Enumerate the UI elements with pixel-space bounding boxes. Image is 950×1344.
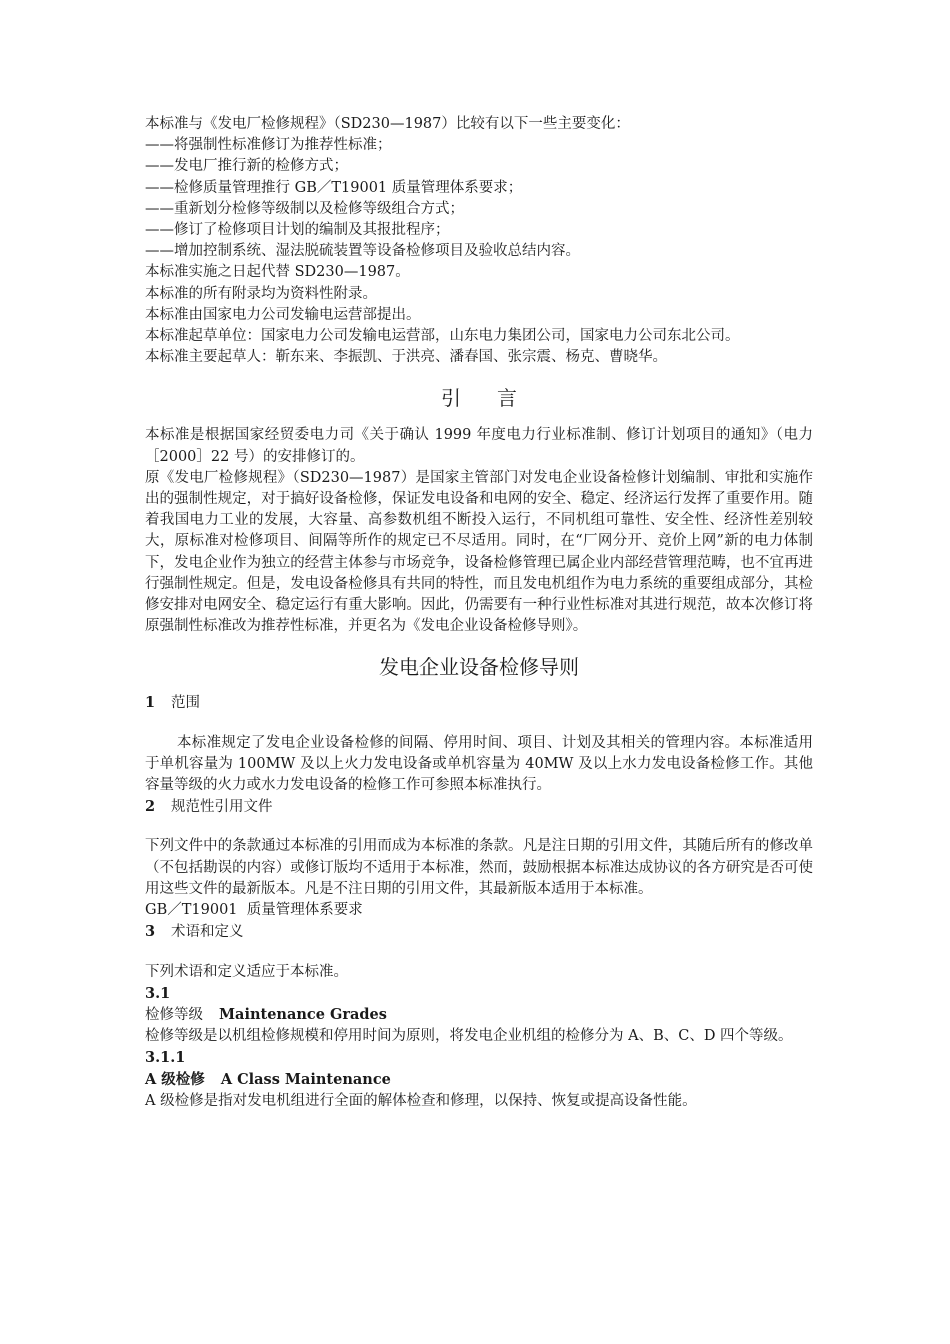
section-label: 规范性引用文件 — [171, 799, 273, 816]
foreword-line: ——发电厂推行新的检修方式； — [145, 158, 348, 175]
section-heading — [145, 796, 813, 818]
section-number: 1 — [145, 694, 156, 712]
term-heading — [145, 1069, 813, 1091]
term-definition: 检修等级是以机组检修规模和停用时间为原则，将发电企业机组的检修分为 A、B、C、D 四个等级。 — [145, 1028, 793, 1045]
reference-item: GB／T19001 质量管理体系要求 — [145, 902, 363, 919]
foreword-line: ——检修质量管理推行 GB／T19001 质量管理体系要求； — [145, 179, 523, 196]
section-paragraph: 本标准规定了发电企业设备检修的间隔、停用时间、项目、计划及其相关的管理内容。本标准适用于单机容量为 100MW 及以上火力发电设备或单机容量为 40MW 及以上水力发电设备检修工作。其他容量等级的火力或水力发电设备的检修工作可参照本标准执行。 — [145, 734, 813, 794]
foreword-line: 本标准起草单位：国家电力公司发输电运营部，山东电力集团公司，国家电力公司东北公司。 — [145, 328, 740, 345]
foreword-line: 本标准与《发电厂检修规程》（SD230—1987）比较有以下一些主要变化： — [145, 116, 630, 132]
document-page — [145, 114, 813, 1112]
section-heading — [145, 921, 813, 943]
section-label: 范围 — [171, 695, 200, 712]
section-paragraph: 下列术语和定义适应于本标准。 — [145, 963, 348, 980]
document-title: 发电企业设备检修导则 — [379, 655, 579, 680]
term-heading — [145, 1004, 813, 1026]
foreword-line: ——增加控制系统、湿法脱硫装置等设备检修项目及验收总结内容。 — [145, 243, 580, 260]
section-label: 术语和定义 — [171, 924, 244, 941]
foreword-line: 本标准的所有附录均为资料性附录。 — [145, 285, 377, 302]
term-chinese: A 级检修 — [145, 1070, 205, 1088]
term-definition: A 级检修是指对发电机组进行全面的解体检查和修理，以保持、恢复或提高设备性能。 — [145, 1092, 697, 1109]
foreword-line: 本标准主要起草人：靳东来、李振凯、于洪亮、潘春国、张宗震、杨克、曹晓华。 — [145, 349, 667, 366]
introduction-heading: 引言 — [441, 386, 553, 411]
introduction-paragraph: 本标准是根据国家经贸委电力司《关于确认 1999 年度电力行业标准制、修订计划项目的通知》（电力［2000］22 号）的安排修订的。 — [145, 427, 813, 465]
clause-number: 3.1 — [145, 984, 171, 1002]
section-heading — [145, 692, 813, 714]
section-paragraph: 下列文件中的条款通过本标准的引用而成为本标准的条款。凡是注日期的引用文件，其随后所有的修改单（不包括勘误的内容）或修订版均不适用于本标准，然而，鼓励根据本标准达成协议的各方研究是否可使用这些文件的最新版本。凡是不注日期的引用文件，其最新版本适用于本标准。 — [145, 838, 813, 897]
term-english: A Class Maintenance — [220, 1070, 391, 1088]
foreword-line: ——重新划分检修等级制以及检修等级组合方式； — [145, 200, 464, 217]
section-number: 2 — [145, 798, 156, 816]
foreword-line: ——将强制性标准修订为推荐性标准； — [145, 137, 392, 154]
clause-number: 3.1.1 — [145, 1049, 186, 1067]
term-chinese: 检修等级 — [145, 1006, 203, 1023]
foreword-line: 本标准由国家电力公司发输电运营部提出。 — [145, 306, 421, 323]
term-english: Maintenance Grades — [219, 1005, 387, 1023]
introduction-paragraph: 原《发电厂检修规程》（SD230—1987）是国家主管部门对发电企业设备检修计划编制、审批和实施作出的强制性规定，对于搞好设备检修，保证发电设备和电网的安全、稳定、经济运行发挥了重要作用。随着我国电力工业的发展，大容量、高参数机组不断投入运行，不同机组可靠性、安全性、经济性差别较大，原标准对检修项目、间隔等所作的规定已不尽适用。同时，在“厂网分开、竞价上网”新的电力体制下，发电企业作为独立的经营主体参与市场竞争，设备检修管理已属企业内部经营管理范畴，也不宜再进行强制性规定。但是，发电设备检修具有共同的特性，而且发电机组作为电力系统的重要组成部分，其检修安排对电网安全、稳定运行有重大影响。因此，仍需要有一种行业性标准对其进行规范，故本次修订将原强制性标准改为推荐性标准，并更名为《发电企业设备检修导则》。 — [145, 469, 813, 635]
foreword-line: 本标准实施之日起代替 SD230—1987。 — [145, 264, 410, 281]
section-number: 3 — [145, 923, 156, 941]
foreword-block — [145, 114, 813, 368]
foreword-line: ——修订了检修项目计划的编制及其报批程序； — [145, 222, 450, 239]
